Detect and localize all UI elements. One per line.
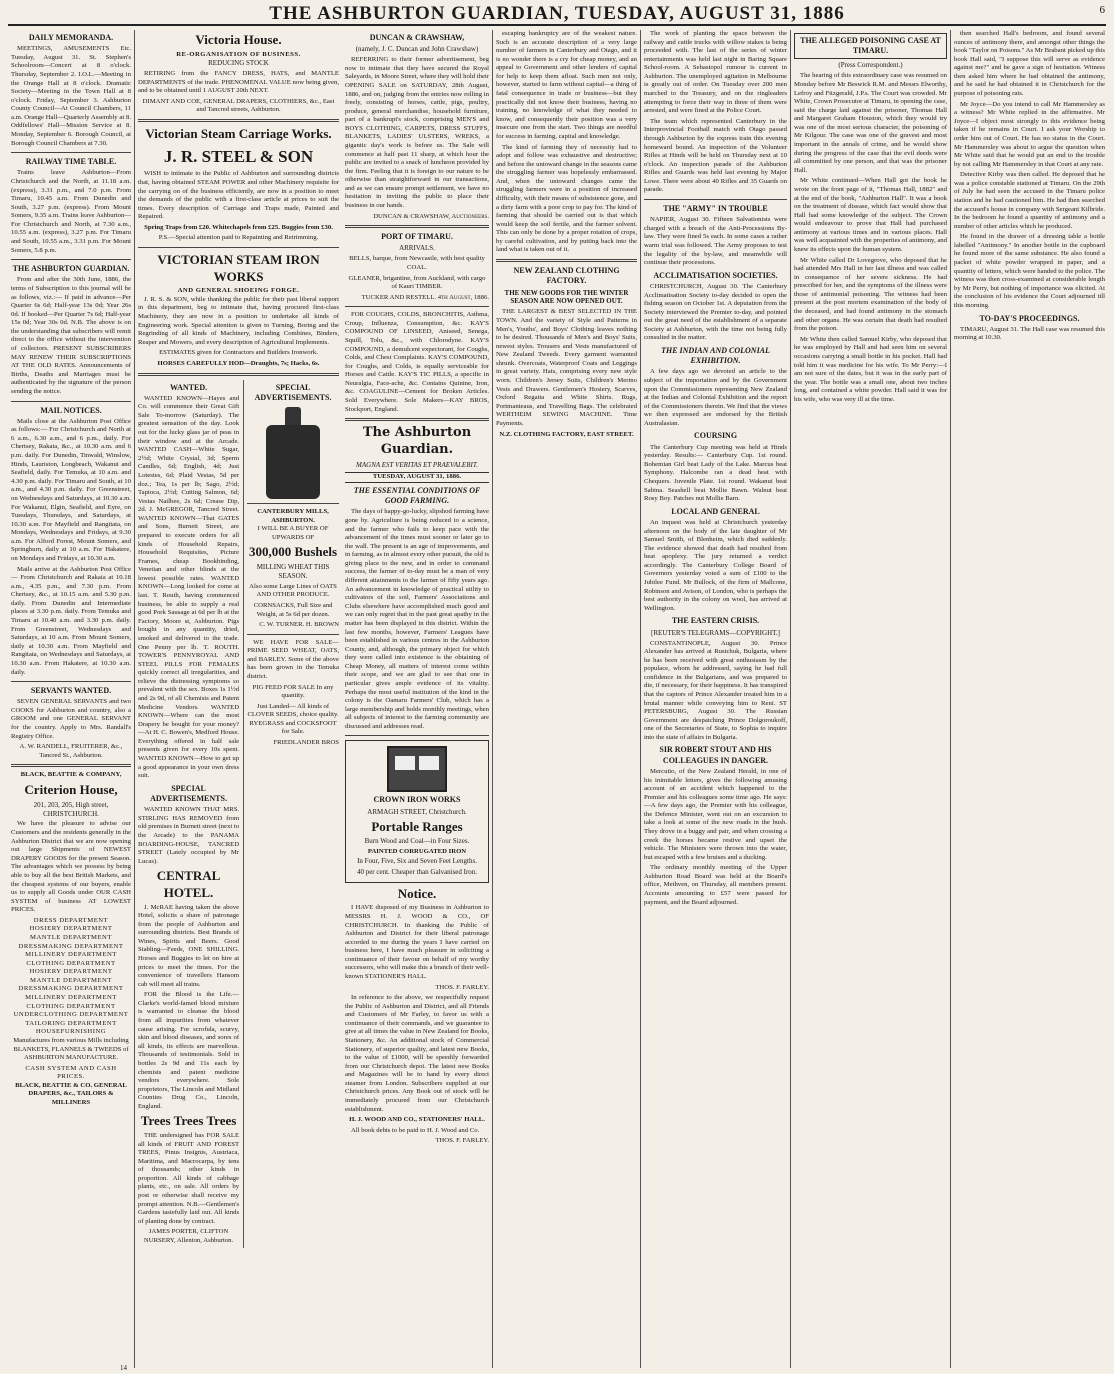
portable-sub: Burn Wood and Coal—in Four Sizes. — [364, 837, 470, 846]
victoria-heading: Victoria House. — [195, 32, 282, 47]
iron-heading: VICTORIAN STEAM IRON WORKS — [157, 252, 320, 284]
steel-body: WISH to intimate to the Public of Ashburton and surrounding districts that, having obtained STEAM POWER and other Machinery requisite for the carrying on of the business efficiently, are now in a position to meet the demands of the public with a first-class article at prices to suit the times. Every description of Carriage and Traps made, Painted and Repaired. — [138, 170, 339, 221]
divider — [11, 259, 131, 260]
crown-iron-ad — [345, 740, 489, 882]
wanted-section — [138, 380, 239, 1248]
duncan-body: REFERRING to their former advertisement, beg now to intimate that they have secured the Royal Saleyards, in Moore Street, where they will hold their OPENING SALE on SATURDAY, 28th August, 1886, and on, judging from the entries now rolling in freely, consisting of horses, cattle, pigs, poultry, produce, general merchandise, household furniture, part of a bankrupt's stock, comprising MEN'S and BOYS CLOTHING, CARPETS, DRESS STUFFS, BLANKETS, LADIES' ULSTERS, WREKS, a gigantic day's work is before us. The Sale will commence at half past 11 sharp, at which hour the public are invited to a snack of luncheon provided by the firm. Feeling that it is foreign to our nature to be otherwise than straightforward in our transactions, and as we can ensure prompt settlement, we have no hesitation in inviting the public to place their business in our hands. — [345, 56, 489, 210]
railway-body: Trains leave Ashburton—From Christchurch and the North, at 11.18 a.m. (express), 3.31 p.m., and 7.0 p.m. From Timaru, 10.45 a.m. From Dunedin and South, 3.27 p.m. (express). From Mount Somers, 9.35 a.m. Trains leave Ashburton—For Christchurch and North, at 7.30 a.m., 10.55 a.m. (express), 3.27 p.m. For Timaru and South, 10.55 a.m., 3.31 p.m. For Mount Somers, 5.8 p.m. — [11, 169, 131, 254]
mills-section — [243, 380, 339, 1248]
department-item: DRESSMAKING DEPARTMENT — [18, 985, 124, 993]
clothing-heading: NEW ZEALAND CLOTHING FACTORY. — [513, 266, 620, 286]
department-item: DRESSMAKING DEPARTMENT — [18, 942, 124, 950]
column-2 — [134, 30, 342, 1368]
local-body: An inquest was held at Christchurch yesterday afternoon on the body of the late daughter of Mr Samuel Smith, of Blenheim, which died suddenly. The evidence showed that death had resulted from heat apoplexy. The jury returned a verdict accordingly. The Canterbury College Board of Governors yesterday voted a sum of £100 to the Jubilee Fund. Mr Bullock, of the firm of Mallcone, Robinson and Avison, of London, who is perhaps the best authority in the colony on wool, has arrived at Wellington. — [644, 519, 787, 612]
iron-estimates: ESTIMATES given for Contractors and Builders Ironwork. — [159, 349, 318, 357]
news-paragraph-2: The team which represented Canterbury in the Interprovincial Football match with Otago passed through Ashburton by the express train this evening homeward bound. An inspection of the Volunteer Rifles at Hinds will be held on Thursday next at 10 o'clock. An inspection parade of the Ashburton Rifles and Guards was held last evening by Major Lowe. There were about 40 Rifles and 35 Guards on parade. — [644, 117, 787, 194]
divider — [138, 247, 339, 248]
special-heading: SPECIAL ADVERTISEMENTS. — [254, 382, 332, 402]
duncan-subheading: (namely, J. C. Duncan and John Crawshaw) — [355, 45, 479, 54]
range-illustration — [387, 746, 447, 792]
memoranda-heading: DAILY MEMORANDA. — [28, 33, 114, 42]
mills-sub: MILLING WHEAT THIS SEASON. — [256, 562, 330, 580]
wanted-known-stirling: WANTED KNOWN THAT MRS. STIRLING HAS REMOVED from old premises in Burnett street (next to the Arcade) to the PANAMA BOARDING-HOUSE, TANCRED STREET (Lately occupied by Mr Lucas). — [138, 806, 240, 865]
poisoning-body-2: Mr White continued—When Hall got the book he wrote on the front page of it, "Thomas Hall, 1882" and at the end of the book, "Ashburton Hall". It was a book on the treatment of disease, which fact would show that Hall had some knowledge of the subject. The Crown would endeavour to prove that Hall had purchased antimony at various times and in various places. Hall was well acquainted with the properties of antimony, and knew its effects upon the human system. — [794, 177, 947, 253]
army-heading: THE "ARMY" IN TROUBLE — [663, 203, 768, 213]
mails-arrive: Mails arrive at the Ashburton Post Office— From Christchurch and Rakaia at 10.18 a.m., 4.35 p.m., and 7.30 p.m. From Chertsey, &c., at 10.15 a.m. and 5.30 p.m. daily. From Dunedin and Intermediate places at 3.30 p.m. daily. From Temuka and Timaru at 10.40 a.m. and 3.30 p.m. daily. From Greenstreet, Wednesdays and Saturdays, at 10 a.m. From Mount Somers, daily at 10.30 a.m. From Mayfield and Rangitata, on Wednesdays and Saturdays, at 10.30 a.m. From Hakatere, at 10.30 a.m. daily. — [11, 565, 131, 676]
mills-bushels: 300,000 Bushels — [248, 544, 338, 560]
wanted-special-row — [138, 380, 339, 1248]
farming-continued-1: escaping bankruptcy are of the weakest nature. Such is an accurate description of a very large number of farmers in Canterbury and Otago, and it is no wonder there is a cry for cheap money, and an appeal to Government and other lenders of capital for help to keep them afloat. Such men not only, however, started to farm without capital—a thing of fatal consequence in trade or business—but they practically did not know their business, having no training, no knowledge of what they needed to know, and consequently their position was a very insecure one from the start. Two things are needful for success in farming, capital and knowledge. — [496, 30, 637, 140]
indian-exhibition-heading: THE INDIAN AND COLONIAL EXHIBITION. — [661, 345, 770, 366]
local-heading: LOCAL AND GENERAL — [671, 506, 760, 516]
poisoning-continued-1: then searched Hall's bedroom, and found several ounces of antimony there, and amongst other things the book "Taylor on Poisons." As Mr Brabant picked up this book Hall said, "I suppose this will serve as evidence against me?" and he gave a sign of hesitation. Witness then asked him where he had obtained the antimony, and he said he had obtained it in Christchurch for the purpose of poisoning rats. — [954, 30, 1105, 98]
steel-note: P.S.—Special attention paid to Repainting and Retrimming. — [158, 234, 319, 242]
divider — [247, 503, 339, 504]
criterion-address: 201, 203, 205, High street, CHRISTCHURCH. — [33, 800, 109, 818]
central-hotel-heading: CENTRAL HOTEL. — [156, 868, 221, 900]
mills-sacks: CORNSACKS, Full Size and Weight, at 5s 6d per dozen. — [253, 601, 333, 618]
painted-price: 40 per cent. Cheaper than Galvanised Iron. — [356, 867, 478, 876]
poisoning-continued-4: He found in the drawer of a dressing table a bottle labelled "Antimony." In another bottle in the cupboard he found more of the same substance. He also found a packet of white powder wrapped in paper, and a quantity of letters, which were handed to the police. The witness was then cross-examined at considerable length by Mr Perry, but nothing of importance was elicited. At the conclusion of his evidence the Court adjourned till this morning. — [954, 233, 1105, 309]
trees-body: THE undersigned has FOR SALE all kinds of FRUIT AND FOREST TREES, Pinus Insignis, Austriaca, Maritima, and Macrocarpa, by tens of thousands; other kinds in proportion. All kinds of cabbage plants, etc., on sale. All orders by post or otherwise shall receive my prompt attention. N.B.—Gentlemen's Gardens tastefully laid out. All kinds of planting done by contract. — [138, 1132, 240, 1225]
kay-cough-ad: FOR COUGHS, COLDS, BRONCHITIS, Asthma, Croup, Influenza, Consumption, &c. KAY'S COMPOUND OF LINSEED, Aniseed, Senega, Squill, Tolu, &c., with Chlorodyne. KAY'S COMPOUND, a demulcent expectorant, for Coughs, Colds, and Chest Complaints. KAY'S COMPOUND, for Coughs, and Colds, is equally serviceable for Horses and Cattle. KAY'S TIC PILLS, a specific in Neuralgia, Face-ache, &c. Contains Quinine, Iron, &c. COAGULINE—Cement for Broken Articles. Sold Everywhere. Sole Makers—KAY BROS, Stockport, England. — [345, 311, 489, 413]
bottle-neck — [285, 407, 301, 425]
divider — [644, 199, 787, 200]
divider — [247, 634, 339, 635]
criterion-heading: Criterion House, — [24, 781, 118, 797]
department-item: CLOTHING DEPARTMENT — [26, 1002, 116, 1010]
divider — [345, 735, 489, 736]
divider — [11, 152, 131, 153]
eastern-subheading: [REUTER'S TELEGRAMS—COPYRIGHT.] — [651, 628, 780, 637]
victoria-signature: DIMANT AND COE, GENERAL DRAPERS, CLOTHIERS, &c., East and Tancred streets, Ashburton. — [142, 97, 335, 114]
column-1 — [8, 30, 134, 1368]
we-have-for-sale: WE HAVE FOR SALE— PRIME SEED WHEAT, OATS, and BARLEY. Some of the above has been grown in the Temuka district. — [247, 638, 339, 681]
notice-signature: THOS. F. FARLEY. — [435, 983, 489, 991]
medicine-bottle-illustration — [258, 407, 328, 499]
poisoning-body-3: Mr White called Dr Lovegrove, who deposed that he had attended Mrs Hall in her last illness and was called in consequence of her severe sickness. He had prescribed for her, and the symptoms of the illness were those of antimonial poisoning. The witness had been present at the post mortem examination of the body of the deceased, and had found antimony in the stomach and other organs. He was certain that death had resulted from the poison. — [794, 256, 947, 333]
department-item: DRESS DEPARTMENT — [33, 916, 109, 924]
indian-exhibition-body: A few days ago we devoted an article to the subject of the importation and by the Government upon the Commissioners representing New Zealand at the Indian and Colonial Exhibition and the report of the Commissioners therein. We find that the views we then expressed are endorsed by the British Australasian. — [644, 368, 787, 427]
divider — [138, 119, 339, 122]
masthead-title: THE ASHBURTON GUARDIAN, TUESDAY, AUGUST 31, 1886 — [269, 3, 845, 24]
duncan-signature: DUNCAN & CRAWSHAW, Auctioneers. — [373, 212, 489, 220]
eastern-heading: THE EASTERN CRISIS. — [671, 616, 760, 626]
essential-heading: THE ESSENTIAL CONDITIONS OF GOOD FARMING. — [353, 485, 481, 506]
poisoning-heading: THE ALLEGED POISONING CASE AT TIMARU. — [794, 33, 947, 59]
guardian-terms-heading: THE ASHBURTON GUARDIAN. — [12, 264, 130, 274]
department-item: MILLINERY DEPARTMENT — [25, 951, 117, 959]
coursing-body: The Canterbury Cup meeting was held at Hinds yesterday. Results:— Canterbury Cup. 1st round. Bohemian Girl beat Lady of the Lake. Marcus beat Symphony. Halcombe ran a dead heat with Chequers. Juvenile Plate. 1st round. Wakanui beat Sabina. Seashell beat Mollie Bawn. Walnut beat Rosy Boy. Patches nut Mollie Barn. — [644, 443, 787, 503]
bottle-body — [266, 425, 320, 499]
notice-heading: Notice. — [397, 885, 437, 901]
mail-body: Mails close at the Ashburton Post Office as follows:— For Christchurch and North at 6 a.m., 6.30 a.m., and 6 p.m., daily. For Chertsey, Rakaia, &c., at 10.30 a.m. and 6 p.m. daily. For Dunedin, Tinwald, Winslow, Hinds, Lauriston, Longbeach, Wakanui and Seafield, daily. For Temuka, at 10 a.m. and 4.30 p.m. daily. For Timaru and South, at 10 a.m., and 4.30 p.m. daily. For Greenstreet, on Wednesdays and Saturdays, at 10.30 a.m. For Wakanui, Elgin, Seafield, and Eyre, on Tuesdays, Thursdays, and Saturdays, at 10.30 a.m. For Mayfield and Rangitata, on Mondays, Wednesdays and Fridays, at 9.30 a.m. For Alford Forest, Mount Somers, and Springburn, daily at 10 a.m. For Hakatere, on Mondays and Fridays, at 10.30 a.m. — [11, 417, 131, 562]
acclimatisation-heading: ACCLIMATISATION SOCIETIES. — [653, 270, 778, 280]
divider — [345, 225, 489, 228]
clothing-subheading: THE NEW GOODS FOR THE WINTER SEASON ARE NOW OPENED OUT. — [504, 288, 629, 306]
department-item: MANTLE DEPARTMENT — [30, 934, 112, 941]
mills-also: Also some Large Lines of OATS AND OTHER PRODUCE. — [249, 582, 337, 599]
stout-body-2: The ordinary monthly meeting of the Upper Ashburton Road Board was held at the Board's office, Methven, on Thursday, all members present. Accounts amounting to £57 were passed for payment, and the Board adjourned. — [644, 864, 787, 906]
servants-heading: SERVANTS WANTED. — [30, 686, 112, 696]
divider — [496, 259, 637, 262]
wood-body: In reference to the above, we respectfully request the Public of Ashburton and District, and all Friends and Customers of Mr Farley, to favor us with a continuance of their commands, and we guarantee to give at all times the value in New Zealand for Books, Stationery, &c. An additional stock of Commercial Stationery, of superior quality, and latest new Books, to the value of £1000, will be speedily forwarded from our Christchurch depot. The latest new Books and Magazines will be to hand by every direct steamer from London. Subscribers supplied at our Christchurch prices. Any Book out of stock will be immediately procured from our Christchurch establishment. — [345, 994, 489, 1113]
wanted-heading: WANTED. — [169, 382, 208, 392]
railway-heading: RAILWAY TIME TABLE. — [25, 157, 117, 167]
steel-prices: Spring Traps from £20. Whitechapels from £25. Buggies from £30. — [144, 223, 333, 231]
column-3 — [342, 30, 492, 1368]
portable-ranges: Portable Ranges — [371, 818, 463, 834]
painted-iron: PAINTED CORRUGATED IRON — [367, 848, 467, 856]
column-5 — [640, 30, 790, 1368]
department-item: HOSIERY DEPARTMENT — [29, 925, 113, 933]
wanted-body: WANTED KNOWN—Hayes and Co. will commence their Great Gift Sale To-morrow (Saturday). The greatest sensation of the day. Look out for the lucky glass jar of peas in their window and at the Arcade. WANTED CASH—White Sugar, 2½d; White Crystal, 3d; Sperm Candles, 6d; English, 4d; Just Lotestes, 6d; Plaid Vestas, 5d per doz.; Tea, 1s per lb; Sago, 2½d; Tapioca, 2½d; Cutting Salmon, 6d; Vestas Nailbee, 2s 6d; Crease Dip, 2d. J. McGREGOR, Tancred Street. WANTED KNOWN—That GATES and Sons, Burnett Street, are prepared to execute orders for all kinds of Household Repairs, Household Requisites, Picture Frames, cheap Bookbinding, Venetian and other blinds at the lowest possible rates. WANTED KNOWN—Long looked for come at last. T. Routh, having commenced business, be able to supply a real good Pork Sausage at 6d per lb at the Factory, Moore st, Ashburton. Pigs bought in any quantity, dried, smoked and delivered to the trade. One Penny per lb. T. ROUTH. TOWER'S PENNYROYAL AND STEEL PILLS FOR FEMALES quickly correct all irregularities, and relieve the distressing symptoms so prevalent with the sex. Boxes 1s 1½d and 2s 9d, of all Chemists and Patent Medicine Vendors. WANTED KNOWN—Where can the most Drapery be bought for your money?—At H. C. Bowen's, Medford House. Everything offered in half sale presents given for every 10s spent. WANTED KNOWN—How to get up a good appearance in your own dress suit. — [138, 394, 240, 780]
central-hotel-body: J. McRAE having taken the above Hotel, solicits a share of patronage from the people of Ashburton and surrounding districts. Best Brands of Wines, Spirits and Beers. Good Stabling—Feeds, ONE SHILLING. Horses and Buggies to let on hire at prices to meet the times. For the convenience of travellers Hansom cab will meet all trains. — [138, 903, 240, 988]
tucker-signature: TUCKER AND RESTELL. 4th August, 1886. — [361, 293, 489, 301]
duncan-heading: DUNCAN & CRAWSHAW, — [369, 33, 465, 42]
stout-body: Mercutio, of the New Zealand Herald, in one of his inimitable letters, gives the following amusing account of an accident which happened to the Premier and his colleagues some time ago. He says:—A few days ago, the Premier with his colleague, the Defence Minister, went out on an excursion to take a look at some of the new roads in the bush. They drove in a buggy and pair, and when crossing a creek the horses became restive and upset the vehicle. The Ministers were thrown into the water, but escaped with a few bruises and a ducking. — [644, 767, 787, 861]
department-item: MANTLE DEPARTMENT — [30, 976, 112, 984]
divider — [11, 764, 131, 767]
divider — [345, 306, 489, 307]
proceedings-heading: TO-DAY'S PROCEEDINGS. — [979, 313, 1080, 323]
arrival-gleaner: GLEANER, brigantine, from Auckland, with cargo of Kauri TIMBER. — [348, 274, 486, 291]
wood-signature-2: THOS. F. FARLEY. — [435, 1137, 489, 1145]
paper-date: TUESDAY, AUGUST 31, 1886. — [345, 472, 489, 483]
manufactures-line: Manufactures from various Mills including BLANKETS, FLANNELS & TWEEDS of ASHBURTON MANUFACTURE. — [13, 1036, 129, 1062]
trees-heading: Trees Trees Trees — [140, 1113, 237, 1129]
randell-ad: A. W. RANDELL, FRUITERER, &c., Tancred St., Ashburton. — [19, 743, 123, 759]
victoria-body: RETIRING from the FANCY DRESS, HATS, and MANTLE DEPARTMENTS of the trade. PHENOMENAL VALUE now being given, and to be obtained until 1 AUGUST 20th NEXT. — [138, 70, 339, 95]
poisoning-continued-2: Mr Joyce—Do you intend to call Mr Hammersley as a witness? Mr White replied in the affirmative. Mr Joyce—I object most strongly to this evidence being taken if he remains in Court. I ask your Worship to order him out of Court. He has no status in the Court. Mr Hammersley was about to argue the question when Mr White said that he would put an end to the trouble by not calling Mr Hammersley in that Court at any rate. — [954, 100, 1105, 168]
victoria-subheading: RE-ORGANISATION OF BUSINESS. — [176, 50, 301, 58]
department-item: MILLINERY DEPARTMENT — [25, 994, 117, 1002]
divider — [138, 373, 339, 376]
divider — [11, 681, 131, 682]
notice-body: I HAVE disposed of my Business in Ashburton to MESSRS H. J. WOOD & CO., OF CHRISTCHURCH. In thanking the Public of Ashburton and District for their liberal patronage accorded to me during the years I have carried on business here, I have much pleasure in soliciting a continuance of their favour on behalf of my worthy successors, who will make this a branch of their well-known STATIONER'S HALL. — [345, 904, 489, 980]
iron-body: J. R. S. & SON, while thanking the public for their past liberal support in this department, beg to intimate that, having procured first-class Machinery, they are now in a position to undertake all kinds of Engineering work. Special attention is given to Turning, Boring and the Regrinding of all kinds of Machinery, including Combines, Binders, Reaper and Mowers, and every description of Agricultural Implements. — [138, 295, 339, 346]
steel-heading: J. R. STEEL & SON — [163, 146, 314, 166]
painted-sub: In Four, Five, Six and Seven Feet Lengths. — [357, 856, 477, 865]
poisoning-body-4: Mr White then called Samuel Kirby, who deposed that he was employed by Hall and had seen him on several occasions carrying a small bottle in his pocket. Hall had told him it was medicine for his wife. To Mr Perry:—I am not sure of the dates, but it was in the early part of the year. The bottle was a small one, about two inches long, and contained a white powder. Hall said it was for his wife, who was very ill at the time. — [794, 335, 947, 403]
beattie-name: BLACK, BEATTIE & COMPANY, — [20, 771, 122, 779]
department-item: CLOTHING DEPARTMENT — [26, 959, 116, 967]
paper-motto: MAGNA EST VERITAS ET PRAEVALEBIT. — [356, 461, 478, 470]
army-body: NAPIER, August 30. Fifteen Salvationists were charged with a breach of the Anti-Processions By-law. They were fined 5s each. In some cases a rather warm trial was followed. The Army proposes to test the legality of the by-law, and meanwhile will continue their processions. — [644, 216, 787, 267]
column-4 — [492, 30, 640, 1368]
wood-note: All book debts to be paid to H. J. Wood and Co. — [351, 1126, 480, 1134]
mail-heading: MAIL NOTICES. — [40, 405, 102, 415]
department-item: TAILORING DEPARTMENT — [25, 1019, 117, 1027]
clothing-body: THE LARGEST & BEST SELECTED IN THE TOWN. And the variety of Style and Patterns in Men's, Youths', and Boys' Clothing leaves nothing to be desired. Thousands of Men's and Boys' Suits, newest styles. Trousers and Vests manufactured of New Zealand Tweeds. Every garment warranted shrunk. Overcoats, Waterproof Coats and Leggings in great variety. Hats, comprising every new style worn. Children's Jersey Suits, Children's Merino Vests and Drawers. Gentlemen's Hosiery, Scarves, Oxford Regatta and White Shirts. Rugs, Portmanteaus, and Travelling Bags. The celebrated WERTHEIM SEWING MACHINE. Time Payments. — [496, 308, 637, 427]
mills-heading: CANTERBURY MILLS, ASHBURTON. — [257, 507, 329, 524]
poisoning-body-1: The hearing of this extraordinary case was resumed on Monday before Mr Beswick R.M. and Messrs Elworthy, Lefroy and Fitzgerald, J.P.s. The Court was crowded. Mr White, Crown Prosecutor at Timaru, in opening the case, said the charge laid against the prisoner, Thomas Hall and Margaret Graham Houston, which they would try was one of the most serious character, the poisoning of Mr Kilgour. The case was one of the gravest and most important in the annals of crime, and he would show during the progress of the case that the evil deeds were all committed by one person, and that was the prisoner Hall. — [794, 72, 947, 174]
department-list — [11, 917, 131, 1037]
masthead — [8, 4, 1106, 26]
wood-signature: H. J. WOOD AND CO., STATIONERS' HALL. — [349, 1116, 485, 1124]
friedlander-signature: FRIEDLANDER BROS — [273, 739, 339, 747]
beattie-footer: BLACK, BEATTIE & CO. GENERAL DRAPERS, &c., TAILORS & MILLINERS — [15, 1081, 127, 1106]
servants-body: SEVEN GENERAL SERVANTS and two COOKS for Ashburton and country, also a GROOM and one GENERAL SERVANT for the country. Apply to Mrs. Randall's Registry Office. — [11, 698, 131, 740]
department-item: UNDERCLOTHING DEPARTMENT — [13, 1011, 129, 1019]
special-ads-heading: SPECIAL ADVERTISEMENTS. — [150, 783, 227, 803]
just-landed: Just Landed— All kinds of CLOVER SEEDS, choice quality. RYEGRASS and COCKSFOOT for Sale. — [247, 702, 339, 736]
arrivals-heading: ARRIVALS. — [399, 244, 435, 253]
poisoning-subheading: (Press Correspondent.) — [838, 61, 903, 70]
clothing-signature: N.Z. CLOTHING FACTORY, EAST STREET. — [499, 430, 634, 438]
criterion-body: We have the pleasure to advise our Customers and the residents generally in the Ashburton District that we are now opening out large Shipments of NEWEST DRAPERY GOODS for the present Season. The advantages which we possess by being able to buy all the best British Markets, and the cheapest systems of our buyers, enable us to supply all Goods under OUR CASH SYSTEM of business AT LOWEST PRICES. — [11, 820, 131, 914]
farming-continued-2: The kind of farming they of necessity had to adopt and follow was exhaustive and destructive; and before the untoward change in the seasons came the struggling farmer was hopelessly embarrassed. And, when the untoward changes came the struggling farmers were in a position of increased difficulty, with their means of subsistence gone, and a dirty farm with a poor crop to pay for. The kind of farming that should be carried out is that which would keep the soil fertile, and the farmer solvent. This can only be done by a proper rotation of crops, by careful cultivation, and by putting back into the land what is taken out of it. — [496, 143, 637, 254]
cash-line: CASH SYSTEM AND CASH PRICES. — [25, 1064, 117, 1081]
blood-mixture-ad: FOR the Blood is the Life.—Clarke's world-famed blood mixture is warranted to cleanse the blood from all impurities from whatever cause arising. For scrofula, scurvy, skin and blood diseases, and sores of all kinds, its effects are marvellous. Thousands of testimonials. Sold in bottles 2s 9d and 11s each by chemists and patent medicine vendors everywhere. Sole proprietors, The Lincoln and Midland Counties Drug Co., Lincoln, England. — [138, 991, 240, 1110]
stout-heading: SIR ROBERT STOUT AND HIS COLLEAGUES IN DANGER. — [659, 745, 772, 765]
department-item: HOUSEFURNISHING — [35, 1028, 107, 1036]
column-7 — [950, 30, 1108, 1368]
iron-subheading: AND GENERAL SHOEING FORGE. — [177, 287, 300, 295]
trees-signature: JAMES PORTER, CLIFTON NURSERY, Allenton, Ashburton. — [143, 1228, 234, 1244]
paper-nameplate: The Ashburton Guardian. — [362, 425, 472, 457]
page-folio: 14 — [120, 1364, 127, 1372]
carriage-heading: Victorian Steam Carriage Works. — [145, 126, 332, 142]
crown-heading: CROWN IRON WORKS — [373, 795, 461, 805]
memoranda-body: MEETINGS, AMUSEMENTS Etc. Tuesday, August 31. St. Stephen's Schoolroom—Concert at 8 o'clock. Thursday, September 2. I.O.L.—Meeting in the Orange Hall at 8 o'clock. Dramatic Society—Meeting in the Town Hall at 8 o'clock. Friday, September 3. Ashburton County Council—At Council Chambers, 11 a.m. Orange Hall—Quarterly Assembly at 8. Oddfellows' Hall—Mission Service at 8. Monday, September 6. Borough Council, at Borough Council Chambers at 7.30. — [11, 45, 131, 147]
horses-line: HORSES CAREFULLY HOD—Draughts, 7s; Hacks, 6s. — [157, 359, 320, 367]
column-6 — [790, 30, 950, 1368]
proceedings-body: TIMARU, August 31. The Hall case was resumed this morning at 10.30. — [954, 325, 1105, 342]
victoria-reducing: REDUCING STOCK — [208, 59, 269, 68]
acclimatisation-body: CHRISTCHURCH, August 30. The Canterbury Acclimatisation Society to-day decided to open the fishing season on October 1st. A deputation from the Society interviewed the Premier to-day, and pointed out the great need of the establishment of a separate Society at Ashburton, with the time not being fully consulted in the matter. — [644, 282, 787, 342]
divider — [11, 401, 131, 402]
eastern-body: CONSTANTINOPLE, August 30. Prince Alexander has arrived at Rustchuk, Bulgaria, where he has been received with great enthusiasm by the populace, whom he addressed, saying he had full confidence in the Bulgarians, and was prepared to die, if necessary, for their happiness. It has transpired that the captors of Prince Alexander treated him in a brutal manner while conveying him to Reni. ST PETERSBURG, August 30. The Russian Government are despatching Prince Dolgoroukoff, one of the Secretaries of State, to Sophia to inquire into the state of affairs in Bulgaria. — [644, 639, 787, 741]
port-heading: PORT OF TIMARU. — [381, 232, 453, 242]
coursing-heading: COURSING — [693, 431, 738, 441]
arrival-bells: BELLS, barque, from Newcastle, with best quality COAL. — [349, 255, 485, 271]
corner-mark: 6 — [1099, 4, 1106, 16]
mills-buyer: I WILL BE A BUYER OF UPWARDS OF — [257, 525, 329, 541]
mills-signature: C. W. TURNER. H. BROWN — [259, 621, 339, 629]
divider — [345, 418, 489, 421]
poisoning-continued-3: Detective Kirby was then called. He deposed that he was a police constable stationed at Timaru. On the 29th of July he had seen the accused in the Timaru police station and he had cautioned him. He had then searched the accused's house in company with Sergeant Kilbride. In the bedroom he found a quantity of antimony and a number of other articles which he produced. — [954, 171, 1105, 230]
essential-body: The days of happy-go-lucky, slipshod farming have gone by. Agriculture is being reduced to a science, and the farmer who fails to keep pace with the advancement of the times must sooner or later go to the wall. The present is an age of improvements, and in farming, as in almost every other pursuit, the old is giving place to the new, and in order to command success, the farmer of to-day must be a man of very different attainments to the farmer of fifty years ago. An advancement in knowledge of practical utility to cultivators of the soil, Farmers' Associations and Clubs elsewhere have accomplished much good and we can only regret that in the past great apathy in the matter has been displayed in this district. Within the last few months, however, Farmers' Leagues have been established in various centres in the Ashburton County, and, although, the primary object for which they were called into existence is the obtaining of Cheap Money, all matters of interest come within their scope, and we are glad to see that one in particular gives ample evidence of its vitality. Perhaps the most useful institution of the kind in the colony is the Oamaru Farmers' Club, which has a large membership and holds monthly meetings, when all subjects of interest to the farming community are discussed and addresses read. — [345, 508, 489, 730]
guardian-terms-body: From and after the 30th June, 1886, the terms of Subscription to this journal will be as follows, viz.:— If paid in advance—Per Quarter 6s 6d; Half-year 13s 0d; Year 26s 0d. If booked—Per Quarter 7s 6d; Half-year 15s 0d; Year 30s 0d. N.B. The above is on the understanding that subscribers will remit direct to the office without the intervention of collectors. PRESENT SUBSCRIBERS MAY RENEW THEIR SUBSCRIPTIONS AT THE OLD RATES. Announcements of Births, Deaths and Marriages must be authenticated by the signature of the person sending the notice. — [11, 276, 131, 395]
news-paragraph-1: The work of planting the space between the railway and cattle trucks with willow stakes is being proceeded with. The last of the series of winter entertainments was held last night in Baring Square School-room. A Sebastopol rumour is current in Ashburton. The unemployed agitation in Melbourne is greatly out of order. On Tuesday over 200 men marched to the Treasury, and on the ringleaders attempting to force their way in three of them were arrested, and were fined at the Police Court. — [644, 30, 787, 115]
crown-subheading: ARMAGH STREET, Christchurch. — [367, 807, 467, 816]
department-item: HOSIERY DEPARTMENT — [29, 968, 113, 976]
pig-feed: PIG FEED FOR SALE In any quantity. — [252, 683, 334, 700]
